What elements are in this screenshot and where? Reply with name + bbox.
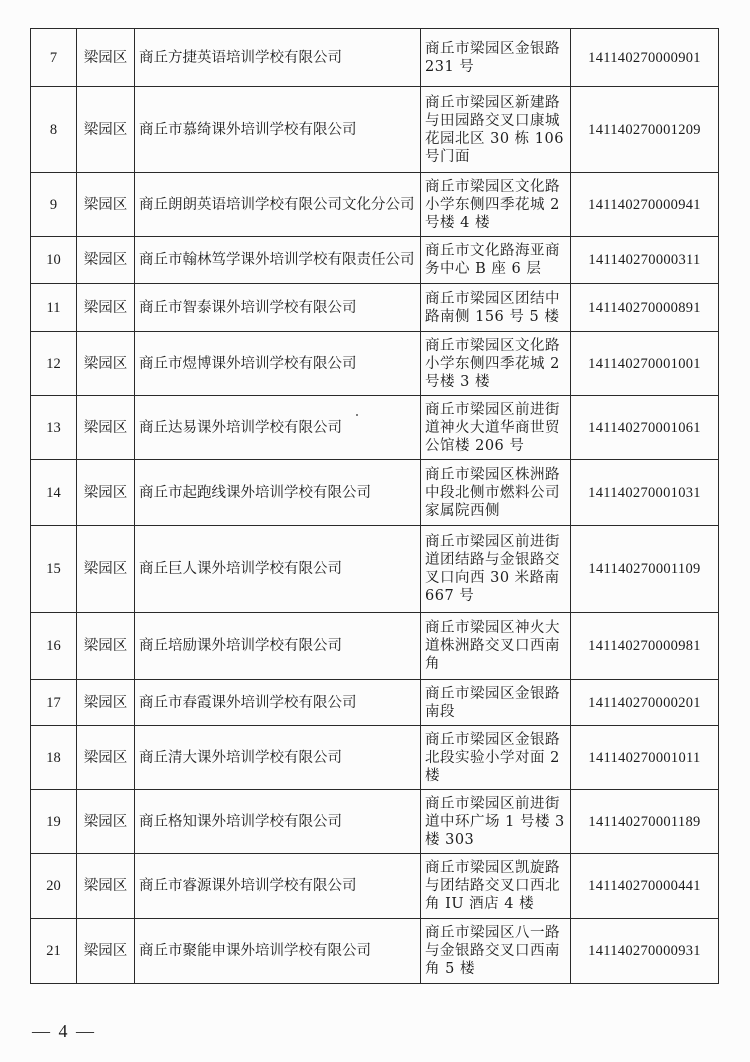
license-code-cell: 141140270000981 [571, 613, 719, 680]
row-number: 21 [31, 919, 77, 984]
address-cell: 商丘市梁园区前进街道中环广场 1 号楼 3 楼 303 [421, 790, 571, 854]
district-cell: 梁园区 [77, 87, 135, 173]
row-number: 19 [31, 790, 77, 854]
school-registry-table [30, 28, 719, 984]
license-code-cell: 141140270000901 [571, 29, 719, 87]
row-number: 14 [31, 460, 77, 526]
district-cell: 梁园区 [77, 854, 135, 919]
row-number: 13 [31, 396, 77, 460]
school-name-cell: 商丘格知课外培训学校有限公司 [135, 790, 421, 854]
address-cell: 商丘市梁园区金银路 231 号 [421, 29, 571, 87]
row-number: 9 [31, 173, 77, 237]
license-code-cell: 141140270001001 [571, 332, 719, 396]
school-name-cell: 商丘市翰林笃学课外培训学校有限责任公司 [135, 237, 421, 284]
table-row [31, 29, 719, 87]
address-cell: 商丘市文化路海亚商务中心 B 座 6 层 [421, 237, 571, 284]
school-name-cell: 商丘市起跑线课外培训学校有限公司 [135, 460, 421, 526]
district-cell: 梁园区 [77, 726, 135, 790]
table-row [31, 854, 719, 919]
license-code-cell: 141140270000891 [571, 284, 719, 332]
school-name-cell: 商丘市智泰课外培训学校有限公司 [135, 284, 421, 332]
table-row [31, 396, 719, 460]
table-row [31, 284, 719, 332]
license-code-cell: 141140270001109 [571, 526, 719, 613]
school-name-cell: 商丘方捷英语培训学校有限公司 [135, 29, 421, 87]
school-name-cell: 商丘培励课外培训学校有限公司 [135, 613, 421, 680]
license-code-cell: 141140270001209 [571, 87, 719, 173]
address-cell: 商丘市梁园区前进街道团结路与金银路交叉口向西 30 米路南 667 号 [421, 526, 571, 613]
school-name-cell: 商丘达易课外培训学校有限公司 [135, 396, 421, 460]
school-name-cell: 商丘清大课外培训学校有限公司 [135, 726, 421, 790]
district-cell: 梁园区 [77, 332, 135, 396]
license-code-cell: 141140270001011 [571, 726, 719, 790]
district-cell: 梁园区 [77, 460, 135, 526]
row-number: 8 [31, 87, 77, 173]
row-number: 12 [31, 332, 77, 396]
table-row [31, 87, 719, 173]
table-row [31, 526, 719, 613]
school-name-cell: 商丘朗朗英语培训学校有限公司文化分公司 [135, 173, 421, 237]
scan-speck [356, 414, 358, 416]
table-row [31, 726, 719, 790]
license-code-cell: 141140270000931 [571, 919, 719, 984]
school-name-cell: 商丘巨人课外培训学校有限公司 [135, 526, 421, 613]
address-cell: 商丘市梁园区株洲路中段北侧市燃料公司家属院西侧 [421, 460, 571, 526]
district-cell: 梁园区 [77, 237, 135, 284]
table-row [31, 460, 719, 526]
district-cell: 梁园区 [77, 396, 135, 460]
row-number: 7 [31, 29, 77, 87]
address-cell: 商丘市梁园区金银路南段 [421, 680, 571, 726]
license-code-cell: 141140270001031 [571, 460, 719, 526]
row-number: 10 [31, 237, 77, 284]
school-name-cell: 商丘市慕绮课外培训学校有限公司 [135, 87, 421, 173]
table-row [31, 173, 719, 237]
address-cell: 商丘市梁园区金银路北段实验小学对面 2 楼 [421, 726, 571, 790]
address-cell: 商丘市梁园区八一路与金银路交叉口西南角 5 楼 [421, 919, 571, 984]
license-code-cell: 141140270000311 [571, 237, 719, 284]
table-row [31, 790, 719, 854]
license-code-cell: 141140270000441 [571, 854, 719, 919]
table-row [31, 332, 719, 396]
table-row [31, 919, 719, 984]
school-name-cell: 商丘市春霞课外培训学校有限公司 [135, 680, 421, 726]
address-cell: 商丘市梁园区神火大道株洲路交叉口西南角 [421, 613, 571, 680]
address-cell: 商丘市梁园区团结中路南侧 156 号 5 楼 [421, 284, 571, 332]
address-cell: 商丘市梁园区前进街道神火大道华商世贸公馆楼 206 号 [421, 396, 571, 460]
license-code-cell: 141140270000941 [571, 173, 719, 237]
page-number: — 4 — [32, 1021, 96, 1041]
district-cell: 梁园区 [77, 613, 135, 680]
school-name-cell: 商丘市睿源课外培训学校有限公司 [135, 854, 421, 919]
table-row [31, 613, 719, 680]
row-number: 16 [31, 613, 77, 680]
table-row [31, 680, 719, 726]
address-cell: 商丘市梁园区文化路小学东侧四季花城 2 号楼 3 楼 [421, 332, 571, 396]
district-cell: 梁园区 [77, 284, 135, 332]
district-cell: 梁园区 [77, 526, 135, 613]
address-cell: 商丘市梁园区文化路小学东侧四季花城 2 号楼 4 楼 [421, 173, 571, 237]
row-number: 20 [31, 854, 77, 919]
license-code-cell: 141140270001061 [571, 396, 719, 460]
district-cell: 梁园区 [77, 173, 135, 237]
row-number: 11 [31, 284, 77, 332]
district-cell: 梁园区 [77, 790, 135, 854]
address-cell: 商丘市梁园区新建路与田园路交叉口康城花园北区 30 栋 106 号门面 [421, 87, 571, 173]
district-cell: 梁园区 [77, 919, 135, 984]
table-row [31, 237, 719, 284]
row-number: 15 [31, 526, 77, 613]
license-code-cell: 141140270001189 [571, 790, 719, 854]
row-number: 17 [31, 680, 77, 726]
license-code-cell: 141140270000201 [571, 680, 719, 726]
district-cell: 梁园区 [77, 680, 135, 726]
table-body [31, 29, 719, 984]
row-number: 18 [31, 726, 77, 790]
school-name-cell: 商丘市煜博课外培训学校有限公司 [135, 332, 421, 396]
school-name-cell: 商丘市聚能申课外培训学校有限公司 [135, 919, 421, 984]
district-cell: 梁园区 [77, 29, 135, 87]
address-cell: 商丘市梁园区凯旋路与团结路交叉口西北角 IU 酒店 4 楼 [421, 854, 571, 919]
